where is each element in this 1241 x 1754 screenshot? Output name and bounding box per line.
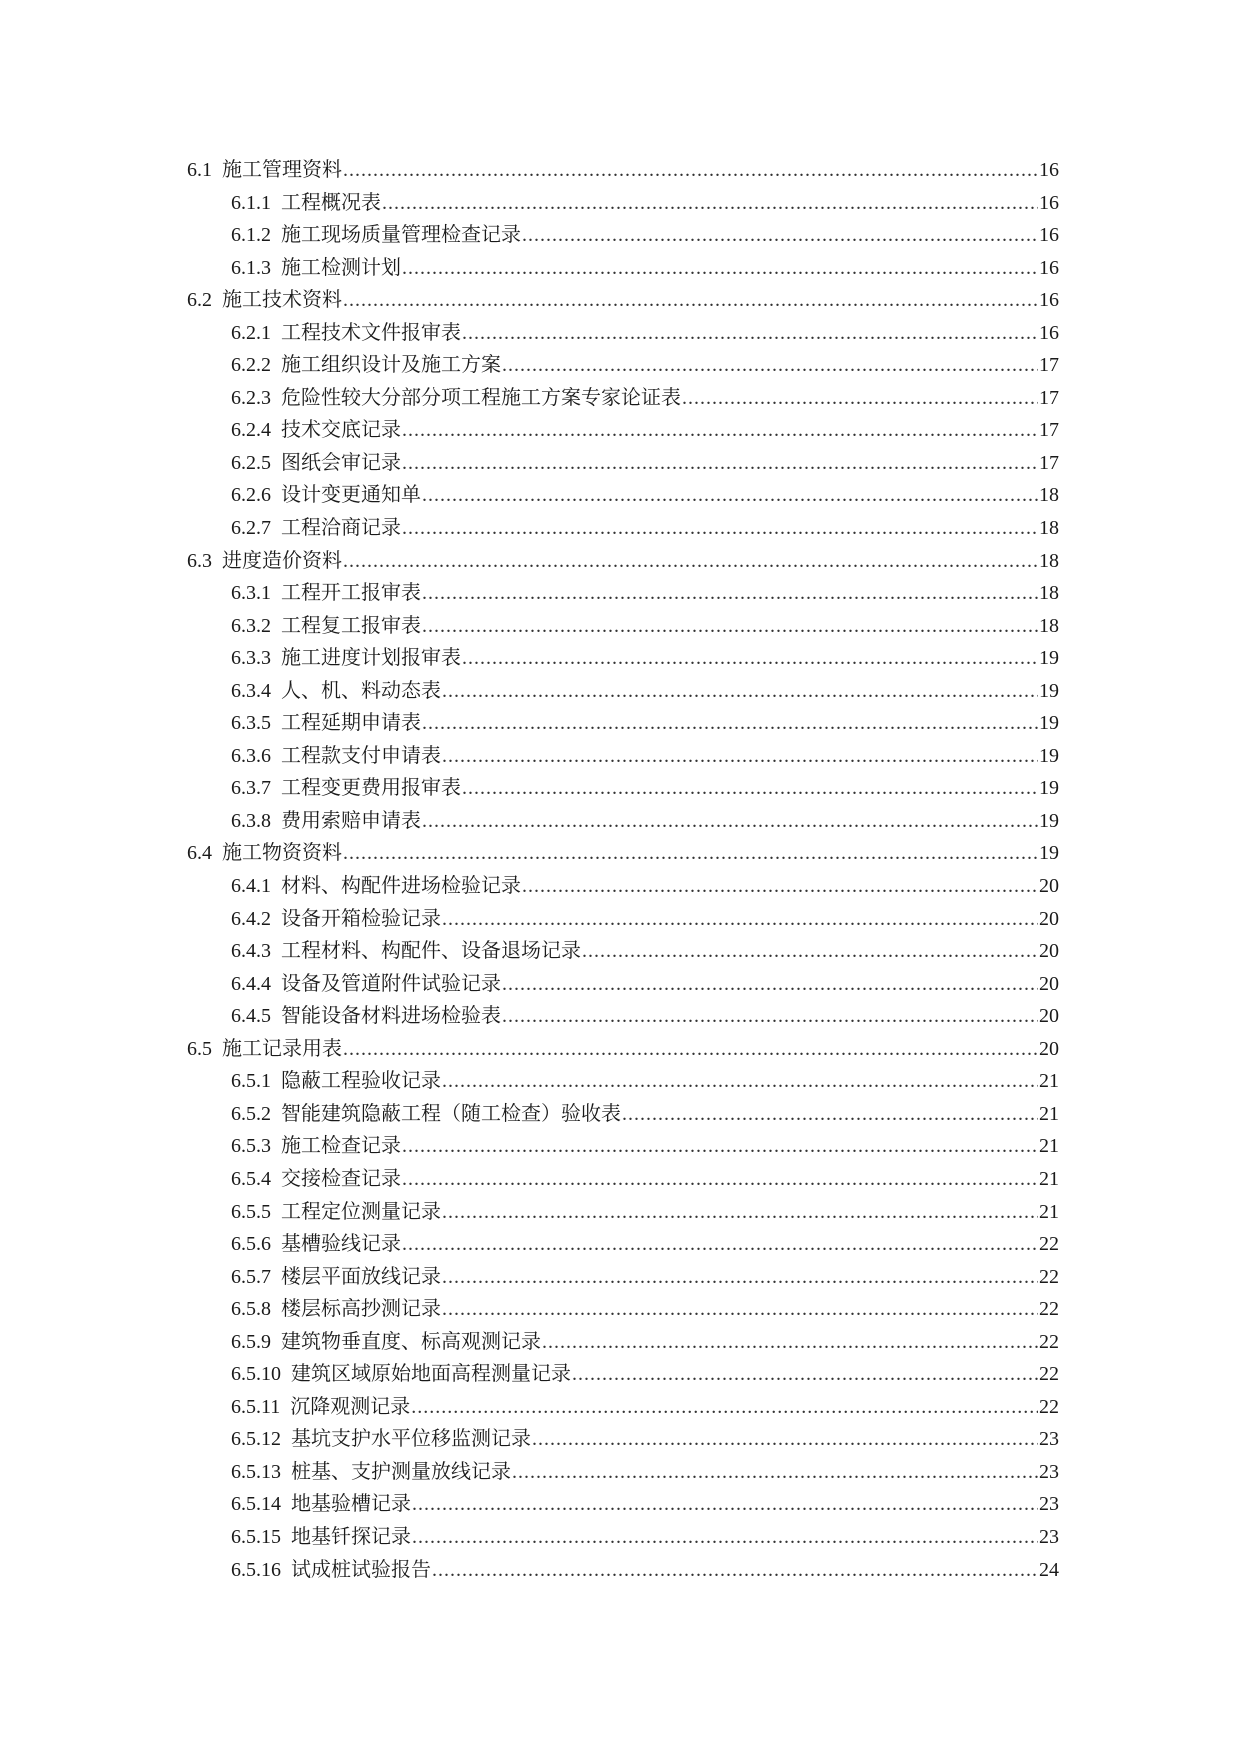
toc-section-entry[interactable] bbox=[187, 283, 1059, 316]
toc-dot-leader bbox=[442, 908, 1038, 931]
toc-dot-leader bbox=[502, 354, 1038, 377]
toc-dot-leader bbox=[402, 1233, 1038, 1256]
toc-dot-leader bbox=[582, 940, 1038, 963]
toc-dot-leader bbox=[402, 1135, 1038, 1158]
toc-entry-number: 6.5.2 bbox=[231, 1102, 271, 1125]
toc-subsection-entry[interactable] bbox=[187, 641, 1059, 674]
toc-page-number: 19 bbox=[1039, 777, 1059, 800]
toc-subsection-entry[interactable] bbox=[187, 1195, 1059, 1228]
toc-entry-number: 6.3.7 bbox=[231, 777, 271, 800]
toc-entry-number: 6.2.3 bbox=[231, 386, 271, 409]
toc-entry-number: 6.5.9 bbox=[231, 1330, 271, 1353]
toc-page-number: 23 bbox=[1039, 1525, 1059, 1548]
toc-entry-number: 6.5.7 bbox=[231, 1265, 271, 1288]
toc-entry-number: 6.5.11 bbox=[231, 1395, 281, 1418]
toc-entry-number: 6.1.1 bbox=[231, 191, 271, 214]
toc-dot-leader bbox=[442, 1298, 1038, 1321]
toc-entry-number: 6.3.4 bbox=[231, 679, 271, 702]
toc-entry-title: 工程概况表 bbox=[281, 191, 381, 214]
toc-dot-leader bbox=[343, 289, 1038, 312]
toc-dot-leader bbox=[442, 1266, 1038, 1289]
toc-page-number: 18 bbox=[1039, 484, 1059, 507]
toc-entry-title: 地基钎探记录 bbox=[291, 1525, 411, 1548]
toc-page-number: 20 bbox=[1039, 972, 1059, 995]
toc-page-number: 22 bbox=[1039, 1298, 1059, 1321]
toc-subsection-entry[interactable] bbox=[187, 902, 1059, 935]
toc-subsection-entry[interactable] bbox=[187, 1129, 1059, 1162]
toc-dot-leader bbox=[402, 517, 1038, 540]
toc-subsection-entry[interactable] bbox=[187, 1097, 1059, 1130]
toc-subsection-entry[interactable] bbox=[187, 348, 1059, 381]
toc-entry-title: 施工记录用表 bbox=[222, 1037, 342, 1060]
toc-dot-leader bbox=[442, 680, 1038, 703]
toc-entry-title: 进度造价资料 bbox=[222, 549, 342, 572]
toc-page-number: 19 bbox=[1039, 679, 1059, 702]
toc-entry-title: 基坑支护水平位移监测记录 bbox=[291, 1428, 531, 1451]
toc-entry-title: 施工管理资料 bbox=[222, 159, 342, 181]
toc-entry-number: 6.1.3 bbox=[231, 256, 271, 279]
toc-page-number: 18 bbox=[1039, 549, 1059, 572]
toc-dot-leader bbox=[522, 875, 1038, 898]
toc-page-number: 20 bbox=[1039, 875, 1059, 898]
toc-section-entry[interactable] bbox=[187, 1032, 1059, 1065]
toc-entry-title: 施工检测计划 bbox=[281, 256, 401, 279]
toc-dot-leader bbox=[442, 1201, 1038, 1224]
toc-entry-title: 施工组织设计及施工方案 bbox=[281, 354, 501, 377]
toc-entry-title: 智能建筑隐蔽工程（随工检查）验收表 bbox=[281, 1102, 621, 1125]
toc-entry-title: 工程材料、构配件、设备退场记录 bbox=[281, 940, 581, 963]
toc-entry-number: 6.3.2 bbox=[231, 614, 271, 637]
toc-entry-number: 6.3.3 bbox=[231, 647, 271, 670]
toc-dot-leader bbox=[402, 419, 1038, 442]
toc-entry-number: 6.5.3 bbox=[231, 1135, 271, 1158]
toc-entry-number: 6.1.2 bbox=[231, 224, 271, 247]
toc-page-number: 19 bbox=[1039, 842, 1059, 865]
toc-dot-leader bbox=[502, 973, 1038, 996]
toc-entry-title: 设计变更通知单 bbox=[281, 484, 421, 507]
toc-page-number: 19 bbox=[1039, 809, 1059, 832]
toc-dot-leader bbox=[422, 484, 1038, 507]
toc-dot-leader bbox=[382, 192, 1038, 215]
toc-subsection-entry[interactable] bbox=[187, 1162, 1059, 1195]
toc-subsection-entry[interactable] bbox=[187, 1422, 1059, 1455]
toc-page-number: 20 bbox=[1039, 907, 1059, 930]
toc-entry-number: 6.2.2 bbox=[231, 354, 271, 377]
toc-entry-title: 施工检查记录 bbox=[281, 1135, 401, 1158]
toc-dot-leader bbox=[422, 582, 1038, 605]
toc-entry-number: 6.4 bbox=[187, 842, 212, 865]
toc-entry-number: 6.5.13 bbox=[231, 1460, 281, 1483]
toc-page-number: 16 bbox=[1039, 289, 1059, 312]
toc-dot-leader bbox=[542, 1331, 1038, 1354]
toc-entry-title: 图纸会审记录 bbox=[281, 451, 401, 474]
toc-subsection-entry[interactable] bbox=[187, 511, 1059, 544]
toc-entry-title: 工程开工报审表 bbox=[281, 582, 421, 605]
toc-subsection-entry[interactable] bbox=[187, 1325, 1059, 1358]
toc-entry-title: 工程延期申请表 bbox=[281, 712, 421, 735]
toc-subsection-entry[interactable] bbox=[187, 381, 1059, 414]
toc-entry-title: 楼层平面放线记录 bbox=[281, 1265, 441, 1288]
toc-subsection-entry[interactable] bbox=[187, 1553, 1059, 1586]
toc-page-number: 16 bbox=[1039, 159, 1059, 181]
toc-entry-number: 6.5.5 bbox=[231, 1200, 271, 1223]
toc-subsection-entry[interactable] bbox=[187, 1390, 1059, 1423]
toc-subsection-entry[interactable] bbox=[187, 413, 1059, 446]
toc-dot-leader bbox=[512, 1461, 1038, 1484]
toc-page-number: 19 bbox=[1039, 712, 1059, 735]
toc-entry-number: 6.3.1 bbox=[231, 582, 271, 605]
toc-subsection-entry[interactable] bbox=[187, 999, 1059, 1032]
toc-entry-title: 工程定位测量记录 bbox=[281, 1200, 441, 1223]
toc-page-number: 22 bbox=[1039, 1395, 1059, 1418]
toc-dot-leader bbox=[343, 550, 1038, 573]
toc-entry-number: 6.2.5 bbox=[231, 451, 271, 474]
toc-page-number: 21 bbox=[1039, 1200, 1059, 1223]
toc-entry-title: 设备及管道附件试验记录 bbox=[281, 972, 501, 995]
toc-subsection-entry[interactable] bbox=[187, 934, 1059, 967]
toc-dot-leader bbox=[532, 1428, 1038, 1451]
toc-subsection-entry[interactable] bbox=[187, 1487, 1059, 1520]
toc-subsection-entry[interactable] bbox=[187, 1260, 1059, 1293]
toc-dot-leader bbox=[462, 777, 1038, 800]
toc-page-number: 17 bbox=[1039, 354, 1059, 377]
toc-dot-leader bbox=[412, 1526, 1038, 1549]
toc-entry-title: 人、机、料动态表 bbox=[281, 679, 441, 702]
toc-subsection-entry[interactable] bbox=[187, 251, 1059, 284]
toc-entry-title: 交接检查记录 bbox=[281, 1167, 401, 1190]
toc-page-number: 19 bbox=[1039, 647, 1059, 670]
toc-entry-number: 6.1 bbox=[187, 159, 212, 181]
toc-section-entry[interactable] bbox=[187, 836, 1059, 869]
toc-page-number: 22 bbox=[1039, 1363, 1059, 1386]
toc-dot-leader bbox=[411, 1396, 1038, 1419]
toc-dot-leader bbox=[402, 452, 1038, 475]
toc-page-number: 24 bbox=[1039, 1558, 1059, 1581]
toc-entry-title: 施工现场质量管理检查记录 bbox=[281, 224, 521, 247]
toc-entry-number: 6.5.16 bbox=[231, 1558, 281, 1581]
toc-subsection-entry[interactable] bbox=[187, 1357, 1059, 1390]
toc-page-number: 22 bbox=[1039, 1233, 1059, 1256]
toc-page-number: 20 bbox=[1039, 940, 1059, 963]
toc-entry-number: 6.3.5 bbox=[231, 712, 271, 735]
toc-dot-leader bbox=[442, 1070, 1038, 1093]
toc-dot-leader bbox=[432, 1559, 1038, 1582]
toc-page-number: 17 bbox=[1039, 386, 1059, 409]
toc-dot-leader bbox=[462, 647, 1038, 670]
toc-entry-title: 工程洽商记录 bbox=[281, 517, 401, 540]
toc-entry-number: 6.2.7 bbox=[231, 517, 271, 540]
toc-entry-title: 施工技术资料 bbox=[222, 289, 342, 312]
toc-page-number: 18 bbox=[1039, 614, 1059, 637]
toc-entry-title: 设备开箱检验记录 bbox=[281, 907, 441, 930]
toc-entry-title: 试成桩试验报告 bbox=[291, 1558, 431, 1581]
toc-subsection-entry[interactable] bbox=[187, 1292, 1059, 1325]
toc-entry-number: 6.3.8 bbox=[231, 809, 271, 832]
toc-page-number: 23 bbox=[1039, 1428, 1059, 1451]
toc-subsection-entry[interactable] bbox=[187, 706, 1059, 739]
toc-entry-number: 6.5.15 bbox=[231, 1525, 281, 1548]
toc-subsection-entry[interactable] bbox=[187, 478, 1059, 511]
toc-dot-leader bbox=[502, 1005, 1038, 1028]
toc-dot-leader bbox=[343, 842, 1038, 865]
toc-subsection-entry[interactable] bbox=[187, 967, 1059, 1000]
toc-dot-leader bbox=[422, 615, 1038, 638]
toc-dot-leader bbox=[402, 257, 1038, 280]
toc-page-number: 20 bbox=[1039, 1037, 1059, 1060]
toc-dot-leader bbox=[402, 1168, 1038, 1191]
toc-page-number: 21 bbox=[1039, 1070, 1059, 1093]
toc-subsection-entry[interactable] bbox=[187, 609, 1059, 642]
toc-page-number: 20 bbox=[1039, 1005, 1059, 1028]
toc-entry-number: 6.4.2 bbox=[231, 907, 271, 930]
toc-page-number: 16 bbox=[1039, 321, 1059, 344]
toc-dot-leader bbox=[343, 1038, 1038, 1061]
toc-subsection-entry[interactable] bbox=[187, 576, 1059, 609]
toc-entry-title: 基槽验线记录 bbox=[281, 1233, 401, 1256]
toc-entry-number: 6.4.1 bbox=[231, 875, 271, 898]
toc-entry-number: 6.2.1 bbox=[231, 321, 271, 344]
toc-page-number: 23 bbox=[1039, 1460, 1059, 1483]
toc-entry-title: 楼层标高抄测记录 bbox=[281, 1298, 441, 1321]
toc-subsection-entry[interactable] bbox=[187, 869, 1059, 902]
toc-entry-title: 技术交底记录 bbox=[281, 419, 401, 442]
toc-page-number: 18 bbox=[1039, 517, 1059, 540]
toc-entry-title: 工程复工报审表 bbox=[281, 614, 421, 637]
toc-subsection-entry[interactable] bbox=[187, 186, 1059, 219]
toc-page-number: 22 bbox=[1039, 1330, 1059, 1353]
toc-entry-number: 6.4.3 bbox=[231, 940, 271, 963]
toc-entry-title: 沉降观测记录 bbox=[290, 1395, 411, 1418]
toc-subsection-entry[interactable] bbox=[187, 739, 1059, 772]
toc-entry-title: 建筑区域原始地面高程测量记录 bbox=[291, 1363, 571, 1386]
toc-entry-title: 危险性较大分部分项工程施工方案专家论证表 bbox=[281, 386, 681, 409]
toc-page-number: 23 bbox=[1039, 1493, 1059, 1516]
toc-subsection-entry[interactable] bbox=[187, 1520, 1059, 1553]
toc-entry-title: 材料、构配件进场检验记录 bbox=[281, 875, 521, 898]
toc-subsection-entry[interactable] bbox=[187, 316, 1059, 349]
toc-dot-leader bbox=[343, 159, 1038, 182]
toc-page-number: 18 bbox=[1039, 582, 1059, 605]
toc-subsection-entry[interactable] bbox=[187, 218, 1059, 251]
toc-entry-number: 6.4.5 bbox=[231, 1005, 271, 1028]
toc-dot-leader bbox=[462, 322, 1038, 345]
toc-entry-title: 施工进度计划报审表 bbox=[281, 647, 461, 670]
toc-entry-number: 6.4.4 bbox=[231, 972, 271, 995]
toc-entry-number: 6.3.6 bbox=[231, 744, 271, 767]
toc-page-number: 22 bbox=[1039, 1265, 1059, 1288]
toc-subsection-entry[interactable] bbox=[187, 674, 1059, 707]
toc-dot-leader bbox=[412, 1493, 1038, 1516]
toc-page-number: 16 bbox=[1039, 191, 1059, 214]
toc-page-number: 16 bbox=[1039, 224, 1059, 247]
toc-entry-number: 6.2.4 bbox=[231, 419, 271, 442]
toc-subsection-entry[interactable] bbox=[187, 446, 1059, 479]
toc-dot-leader bbox=[422, 810, 1038, 833]
toc-entry-title: 建筑物垂直度、标高观测记录 bbox=[281, 1330, 541, 1353]
toc-entry-title: 工程技术文件报审表 bbox=[281, 321, 461, 344]
toc-page-number: 21 bbox=[1039, 1135, 1059, 1158]
toc-entry-title: 工程款支付申请表 bbox=[281, 744, 441, 767]
toc-entry-title: 工程变更费用报审表 bbox=[281, 777, 461, 800]
toc-subsection-entry[interactable] bbox=[187, 771, 1059, 804]
toc-subsection-entry[interactable] bbox=[187, 1064, 1059, 1097]
toc-entry-number: 6.5.12 bbox=[231, 1428, 281, 1451]
toc-dot-leader bbox=[522, 224, 1038, 247]
toc-entry-number: 6.5.8 bbox=[231, 1298, 271, 1321]
toc-entry-title: 桩基、支护测量放线记录 bbox=[291, 1460, 511, 1483]
toc-dot-leader bbox=[572, 1363, 1038, 1386]
toc-page-number: 17 bbox=[1039, 419, 1059, 442]
toc-page-number: 17 bbox=[1039, 451, 1059, 474]
toc-page-number: 19 bbox=[1039, 744, 1059, 767]
toc-subsection-entry[interactable] bbox=[187, 1455, 1059, 1488]
toc-page-number: 16 bbox=[1039, 256, 1059, 279]
toc-page-number: 21 bbox=[1039, 1102, 1059, 1125]
toc-entry-number: 6.5.14 bbox=[231, 1493, 281, 1516]
toc-section-entry[interactable] bbox=[187, 544, 1059, 577]
toc-section-entry[interactable] bbox=[187, 153, 1059, 186]
toc-entry-title: 地基验槽记录 bbox=[291, 1493, 411, 1516]
toc-entry-number: 6.5.1 bbox=[231, 1070, 271, 1093]
toc-dot-leader bbox=[442, 745, 1038, 768]
toc-entry-number: 6.5.10 bbox=[231, 1363, 281, 1386]
toc-entry-number: 6.2 bbox=[187, 289, 212, 312]
toc-entry-number: 6.5 bbox=[187, 1037, 212, 1060]
toc-dot-leader bbox=[622, 1103, 1038, 1126]
toc-subsection-entry[interactable] bbox=[187, 804, 1059, 837]
toc-entry-number: 6.5.6 bbox=[231, 1233, 271, 1256]
toc-subsection-entry[interactable] bbox=[187, 1227, 1059, 1260]
toc-dot-leader bbox=[682, 387, 1038, 410]
toc-page-number: 21 bbox=[1039, 1167, 1059, 1190]
toc-entry-title: 智能设备材料进场检验表 bbox=[281, 1005, 501, 1028]
toc-entry-number: 6.5.4 bbox=[231, 1167, 271, 1190]
toc-entry-title: 隐蔽工程验收记录 bbox=[281, 1070, 441, 1093]
toc-entry-number: 6.3 bbox=[187, 549, 212, 572]
toc-entry-title: 施工物资资料 bbox=[222, 842, 342, 865]
toc-entry-title: 费用索赔申请表 bbox=[281, 809, 421, 832]
table-of-contents bbox=[187, 153, 1059, 1585]
toc-dot-leader bbox=[422, 712, 1038, 735]
toc-entry-number: 6.2.6 bbox=[231, 484, 271, 507]
